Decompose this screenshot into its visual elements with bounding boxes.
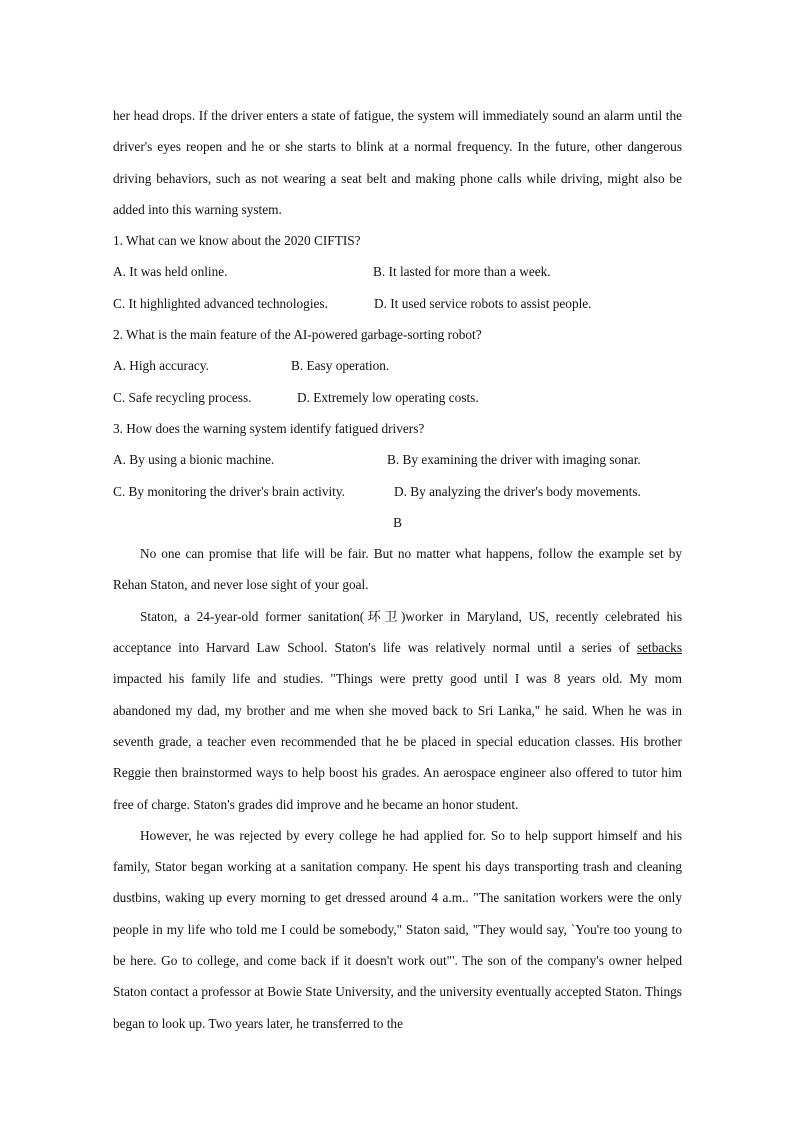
- q3-option-d[interactable]: D. By analyzing the driver's body movements.: [394, 483, 641, 499]
- q2-option-c[interactable]: C. Safe recycling process.: [113, 389, 252, 405]
- question-1-options-row-2: [113, 288, 682, 319]
- passage-a-tail: her head drops. If the driver enters a state of fatigue, the system will immediately sound an alarm until the driver's eyes reopen and he or she starts to blink at a normal frequency. In the future, other dangerous driving behaviors, such as not wearing a seat belt and making phone calls while driving, might also be added into this warning system.: [113, 108, 682, 217]
- q1-option-c[interactable]: C. It highlighted advanced technologies.: [113, 295, 328, 311]
- underlined-vocab-word: setbacks: [636, 640, 682, 656]
- q1-option-d[interactable]: D. It used service robots to assist people.: [374, 295, 592, 311]
- question-1-stem: 1. What can we know about the 2020 CIFTIS?: [113, 233, 361, 249]
- p2-text-before: Staton, a 24-year-old former sanitation(环卫)worker in Maryland, US, recently celebrated his acceptance into Harvard Law School. Staton's life was relatively normal until a series of: [113, 608, 682, 656]
- passage-b-paragraph-3: However, he was rejected by every college he had applied for. So to help support himself and his family, Stator began working at a sanitation company. He spent his days transporting trash and cleaning dustbins, waking up every morning to get dressed around 4 a.m.. "The sanitation workers were the only people in my life who told me I could be somebody," Staton said, "They would say, `You're too young to be here. Go to college, and come back if it doesn't work out"'. The son of the company's owner helped Staton contact a professor at Bowie State University, and the university eventually accepted Staton. Things began to look up. Two years later, he transferred to the: [113, 827, 682, 1031]
- question-3-stem: 3. How does the warning system identify fatigued drivers?: [113, 420, 425, 436]
- q2-option-a[interactable]: A. High accuracy.: [113, 358, 209, 374]
- question-3-options-row-2: [113, 476, 682, 507]
- q3-option-b[interactable]: B. By examining the driver with imaging sonar.: [387, 452, 641, 468]
- q3-option-a[interactable]: A. By using a bionic machine.: [113, 452, 275, 468]
- question-1-options-row-1: [113, 256, 682, 287]
- question-2-options-row-1: [113, 350, 682, 381]
- q3-option-c[interactable]: C. By monitoring the driver's brain activity.: [113, 483, 345, 499]
- passage-b-paragraph-2: [113, 601, 682, 820]
- question-3-options-row-1: [113, 444, 682, 475]
- question-2-stem: 2. What is the main feature of the AI-powered garbage-sorting robot?: [113, 327, 482, 343]
- q2-option-d[interactable]: D. Extremely low operating costs.: [297, 389, 479, 405]
- q1-option-a[interactable]: A. It was held online.: [113, 264, 228, 280]
- question-2-options-row-2: [113, 382, 682, 413]
- q2-option-b[interactable]: B. Easy operation.: [291, 358, 390, 374]
- p2-text-after: impacted his family life and studies. "Things were pretty good until I was 8 years old. My mom abandoned my dad, my brother and me when she moved back to Sri Lanka," he said. When he was in seventh grade, a teacher even recommended that he be placed in special education classes. His brother Reggie then brainstormed ways to help boost his grades. An aerospace engineer also offered to tutor him free of charge. Staton's grades did improve and he became an honor student.: [113, 671, 682, 812]
- section-label: B: [393, 514, 402, 530]
- page-content: [113, 100, 682, 1039]
- passage-b-paragraph-1: No one can promise that life will be fair. But no matter what happens, follow the example set by Rehan Staton, and never lose sight of your goal.: [113, 546, 682, 593]
- q1-option-b[interactable]: B. It lasted for more than a week.: [373, 264, 551, 280]
